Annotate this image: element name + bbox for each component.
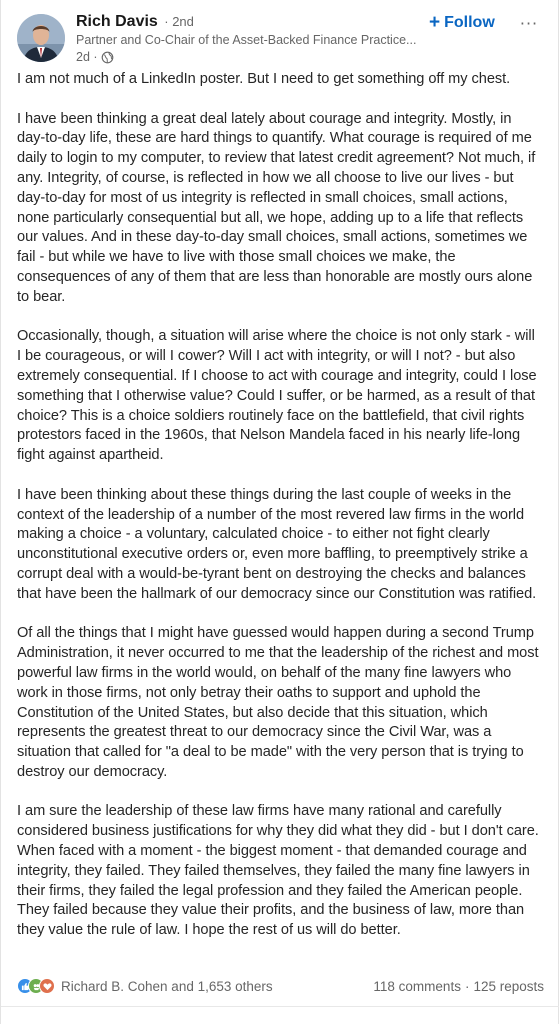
post-paragraph: I am sure the leadership of these law firms have many rational and carefully considered business justifications for why they did what they did - but I don't care. When faced with a moment - the biggest moment - that demanded courage and integrity, they failed. They failed themselves, they failed the many fine lawyers in their firms, they failed the legal profession and they failed the American people. They failed because they value their profits, and the business of law, more than they value the rule of law. I hope the rest of us will do better. [17, 803, 539, 939]
follow-label: Follow [444, 14, 495, 31]
love-icon [39, 978, 55, 994]
globe-icon [101, 51, 114, 64]
post-time: 2d · [76, 50, 98, 64]
author-name[interactable]: Rich Davis [76, 13, 158, 30]
author-name-line [76, 12, 436, 32]
post-paragraph: Occasionally, though, a situation will arise where the choice is not only stark - will I be courageous, or will I cower? Will I act with integrity, or will I not? - but also extremely consequential. If I choose to act with courage and integrity, could I lose something that I otherwise value? Could I suffer, or be harmed, as a result of that choice? This is a choice soldiers routinely face on the battlefield, that civil rights protestors faced in the 1960s, that Nelson Mandela faced in his nearly life-long fight against apartheid. [17, 328, 537, 464]
author-headline: Partner and Co-Chair of the Asset-Backed Finance Practice... [76, 33, 417, 47]
post-paragraph: I have been thinking about these things during the last couple of weeks in the context of the leadership of a number of the most revered law firms in the world making a choice - a voluntary, calculated choice - to either not fight clearly unconstitutional executive orders or, even more baffling, to preemptively strike a corrupt deal with a would-be-tyrant bent on destroying the checks and balances that have been the hallmark of our democracy since our Constitution was ratified. [17, 486, 537, 602]
post-paragraph: Of all the things that I might have guessed would happen during a second Trump Administration, it never occurred to me that the leadership of the richest and most powerful law firms in the world would, on behalf of the many fine lawyers who work in those firms, not only betray their oaths to support and uphold the Constitution of the United States, but also decide that this situation, which represents the greatest threat to our democracy since the Civil War, was a situation that called for "a deal to be made" with the very person that is trying to destroy our democracy. [17, 625, 539, 780]
social-counts [17, 976, 544, 996]
author-meta [76, 12, 436, 66]
plus-icon: + [429, 12, 441, 33]
post-paragraph: I am not much of a LinkedIn poster. But I need to get something off my chest. [17, 71, 511, 87]
stats-separator: · [464, 978, 470, 994]
post-timestamp [76, 49, 436, 66]
author-avatar[interactable] [17, 14, 65, 62]
connection-degree: · 2nd [164, 14, 194, 29]
reactors-link[interactable]: Richard B. Cohen and 1,653 others [61, 978, 273, 994]
follow-button[interactable] [429, 12, 495, 34]
reposts-count[interactable]: 125 reposts [473, 978, 544, 994]
more-options-button[interactable]: ··· [517, 14, 541, 32]
avatar-photo-icon [17, 14, 65, 62]
post-stats [373, 979, 544, 994]
post-paragraph: I have been thinking a great deal lately about courage and integrity. Mostly, in day-to-day life, these are hard things to quantify. What courage is required of me daily to login to my computer, to review that latest credit agreement? Not much, if any. Integrity, of course, is reflected in how we all choose to live our lives - but day-to-day for most of us integrity is reflected in small choices, small actions, none particularly consequential but all, we hope, adding up to a life that reflects our values. And in these day-to-day small choices, small actions, sometimes we fail - but while we have to live with those small choices we make, the consequences of any of them that are less than honorable are mostly ours alone to bear. [17, 110, 536, 305]
post-header [17, 12, 544, 64]
post-body [17, 70, 539, 961]
comments-count[interactable]: 118 comments [373, 978, 461, 994]
footer-divider [1, 1006, 559, 1007]
reaction-icons[interactable] [17, 978, 55, 994]
